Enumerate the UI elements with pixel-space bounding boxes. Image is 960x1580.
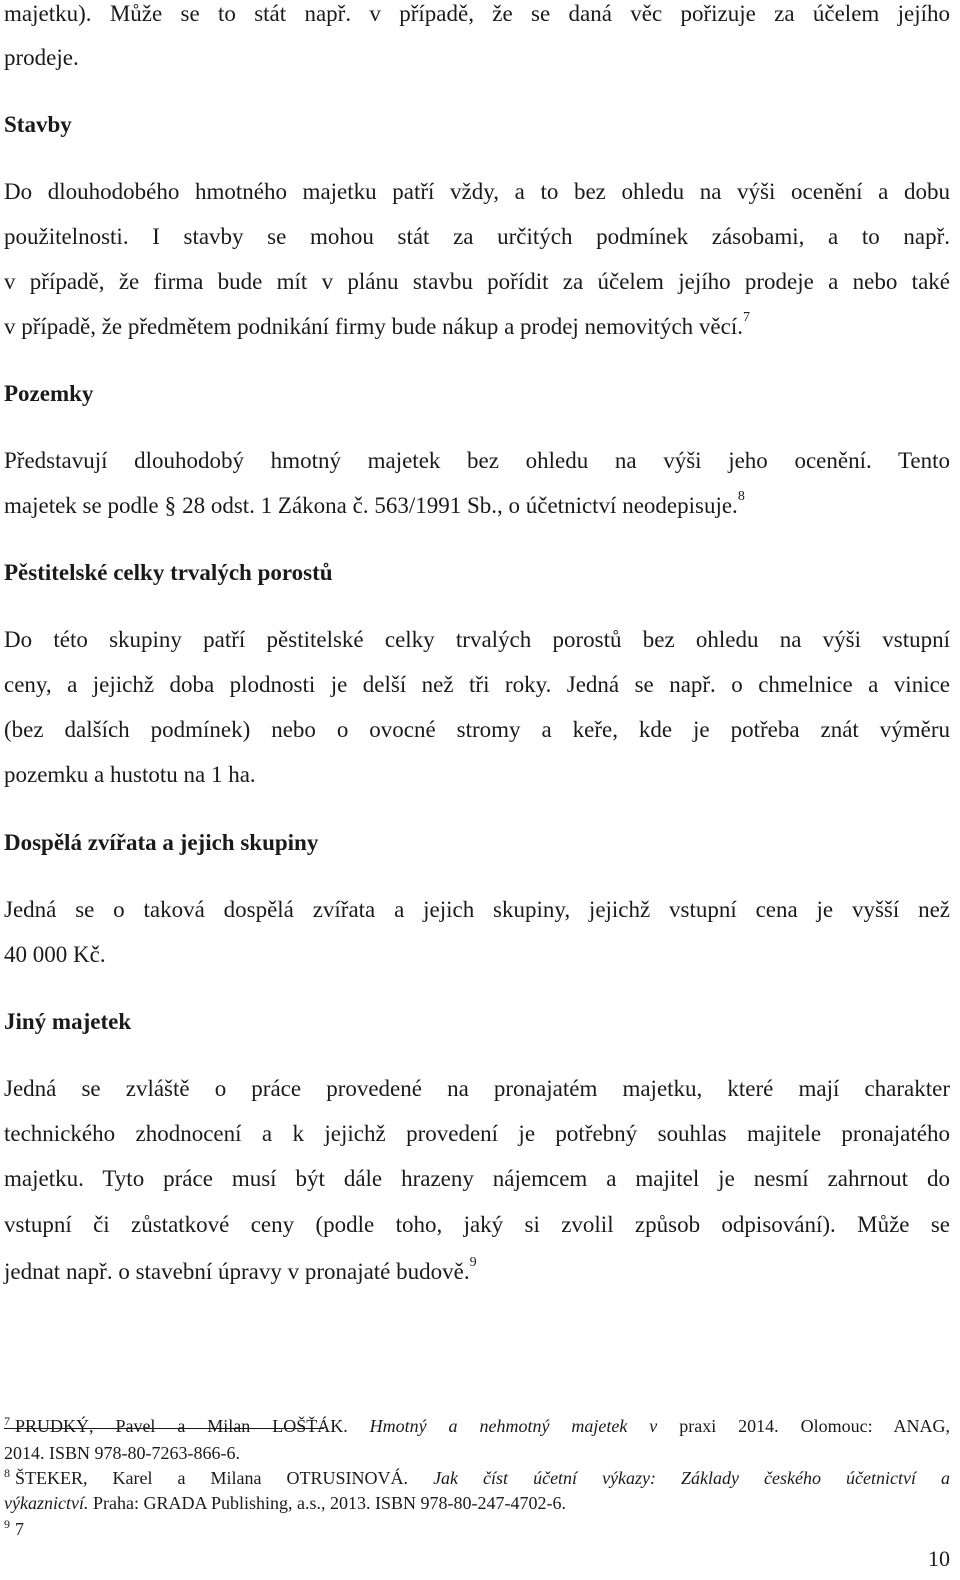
paragraph-line <box>4 1120 950 1148</box>
text-span: Do této skupiny patří pěstitelské celky trvalých porostů bez ohledu na výši vstupní <box>4 627 950 652</box>
document-page <box>4 0 950 1580</box>
paragraph-line <box>4 896 950 924</box>
page-number: 10 <box>928 1546 950 1571</box>
paragraph-line <box>4 268 950 296</box>
paragraph-line <box>4 447 950 475</box>
paragraph-line <box>4 626 950 654</box>
paragraph-line <box>4 0 950 28</box>
text-span: Představují dlouhodobý hmotný majetek bez ohledu na výši jeho ocenění. Tento <box>4 448 950 473</box>
footnote-8-continuation <box>4 1492 950 1514</box>
text-span: Jak číst účetní výkazy: Základy českého účetnictví a <box>433 1468 951 1488</box>
paragraph-line <box>4 1075 950 1103</box>
paragraph-line <box>4 178 950 206</box>
text-span: jednat např. o stavební úpravy v pronajaté budově. <box>4 1259 470 1284</box>
text-span: 40 000 Kč. <box>4 942 106 967</box>
section-heading-stavby: Stavby <box>4 112 72 137</box>
section-heading-pozemky: Pozemky <box>4 381 94 406</box>
footnote-8 <box>4 1467 950 1491</box>
footnote-number: 8 <box>4 1466 10 1480</box>
text-span: majetku). Může se to stát např. v případě, že se daná věc pořizuje za účelem jejího <box>4 1 950 26</box>
footnote-7-continuation <box>4 1442 950 1464</box>
text-span: použitelnosti. I stavby se mohou stát za určitých podmínek zásobami, a to např. <box>4 224 950 249</box>
text-span: (bez dalších podmínek) nebo o ovocné stromy a keře, kde je potřeba znát výměru <box>4 717 950 742</box>
paragraph-line <box>4 310 950 341</box>
paragraph-line <box>4 671 950 699</box>
text-span: technického zhodnocení a k jejichž provedení je potřebný souhlas majitele pronajatého <box>4 1121 950 1146</box>
paragraph-line <box>4 1211 950 1239</box>
text-span: majetku. Tyto práce musí být dále hrazeny nájemcem a majitel je nesmí zahrnout do <box>4 1166 950 1191</box>
text-span: majetek se podle <box>4 493 159 518</box>
text-span: ceny, a jejichž doba plodnosti je delší než tři roky. Jedná se např. o chmelnice a vinice <box>4 672 950 697</box>
text-span: prodeje. <box>4 45 79 70</box>
footnote-7 <box>4 1415 950 1439</box>
footnote-reference[interactable]: 7 <box>742 310 750 326</box>
text-span: pozemku a hustotu na 1 ha. <box>4 762 256 787</box>
paragraph-line <box>4 223 950 251</box>
footnote-9 <box>4 1518 950 1542</box>
section-heading-dospela-zvirata: Dospělá zvířata a jejich skupiny <box>4 830 319 855</box>
paragraph-line <box>4 489 950 520</box>
section-heading-pestitelske-celky: Pěstitelské celky trvalých porostů <box>4 560 333 585</box>
text-span: PRUDKÝ, Pavel a Milan LOŠŤÁK. <box>15 1416 348 1436</box>
paragraph-line <box>4 761 950 789</box>
text-span: Jedná se zvláště o práce provedené na pronajatém majetku, které mají charakter <box>4 1076 950 1101</box>
paragraph-line <box>4 44 950 72</box>
text-span: praxi 2014. Olomouc: ANAG, <box>679 1416 951 1436</box>
section-heading-jiny-majetek: Jiný majetek <box>4 1009 132 1034</box>
text-span: Do dlouhodobého hmotného majetku patří vždy, a to bez ohledu na výši ocenění a dobu <box>4 179 950 204</box>
text-span: výkaznictví. <box>4 1493 89 1513</box>
text-span: Hmotný a nehmotný majetek v <box>369 1416 658 1436</box>
text-span: Praha: GRADA Publishing, a.s., 2013. ISBN 978-80-247-4702-6. <box>92 1493 566 1513</box>
footnote-number: 7 <box>4 1414 10 1428</box>
text-span: v případě, že firma bude mít v plánu stavbu pořídit za účelem jejího prodeje a nebo také <box>4 269 950 294</box>
section-sign: § <box>164 493 177 518</box>
paragraph-line <box>4 716 950 744</box>
text-span: ŠTEKER, Karel a Milana OTRUSINOVÁ. <box>15 1468 409 1488</box>
paragraph-line <box>4 1255 950 1286</box>
paragraph-line <box>4 1165 950 1193</box>
text-span: 28 odst. 1 Zákona č. 563/1991 Sb., o účetnictví neodepisuje. <box>182 493 738 518</box>
footnote-reference[interactable]: 9 <box>469 1255 477 1271</box>
paragraph-line <box>4 941 950 969</box>
text-span: Jedná se o taková dospělá zvířata a jejich skupiny, jejichž vstupní cena je vyšší než <box>4 897 950 922</box>
text-span: vstupní či zůstatkové ceny (podle toho, jaký si zvolil způsob odpisování). Může se <box>4 1212 950 1237</box>
text-span: v případě, že předmětem podnikání firmy bude nákup a prodej nemovitých věcí. <box>4 314 743 339</box>
footnote-reference[interactable]: 8 <box>737 489 745 505</box>
text-span: 2014. ISBN 978-80-7263-866-6. <box>4 1443 240 1463</box>
text-span: 7 <box>15 1519 24 1539</box>
footnote-number: 9 <box>4 1517 10 1531</box>
